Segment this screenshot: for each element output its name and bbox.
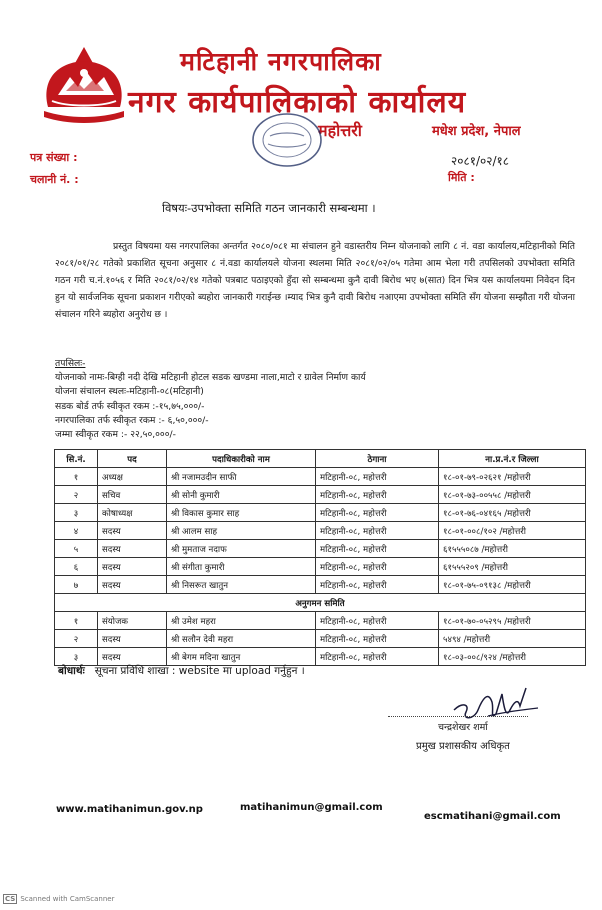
cell-address: मटिहानी-०८, महोत्तरी [316, 630, 439, 648]
committee-table [54, 449, 586, 666]
footer-website: www.matihanimun.gov.np [56, 804, 203, 815]
col-header-address: ठेगाना [316, 450, 439, 468]
cell-citizenship: १८-०१-००८/१०२ /महोत्तरी [439, 522, 586, 540]
table-row [55, 612, 586, 630]
camscanner-icon: CS [5, 895, 16, 903]
letter-date: २०८१/०२/१८ [451, 154, 510, 168]
road-board-amount-line: सडक बोर्ड तर्फ स्वीकृत रकम :-१५,७५,०००/- [55, 400, 205, 412]
col-header-serial: सि.नं. [55, 450, 98, 468]
col-header-name: पदाधिकारीको नाम [167, 450, 316, 468]
cell-position: कोषाध्यक्ष [98, 504, 167, 522]
cell-position: सदस्य [98, 576, 167, 594]
cell-citizenship: ६१५५५०८७ /महोत्तरी [439, 540, 586, 558]
signature-line [388, 716, 528, 717]
monitoring-committee-heading: अनुगमन समिति [55, 594, 586, 612]
table-row [55, 648, 586, 666]
footer-email-primary: matihanimun@gmail.com [240, 802, 383, 813]
cell-address: मटिहानी-०८, महोत्तरी [316, 648, 439, 666]
cell-citizenship: १८-०१-७६-०४१६५ /महोत्तरी [439, 504, 586, 522]
cell-address: मटिहानी-०८, महोत्तरी [316, 522, 439, 540]
cell-position: सदस्य [98, 630, 167, 648]
cell-position: सदस्य [98, 540, 167, 558]
cell-name: श्री आलम साह [167, 522, 316, 540]
project-location-line: योजना संचालन स्थलः-मटिहानी-०८(मटिहानी) [55, 386, 204, 398]
cell-position: सदस्य [98, 648, 167, 666]
cc-label: बोधार्थः [58, 665, 85, 677]
subject-line: विषयः-उपभोक्ता समिति गठन जानकारी सम्बन्धमा । [162, 201, 376, 215]
cell-position: सचिव [98, 486, 167, 504]
office-name: नगर कार्यपालिकाको कार्यालय [128, 85, 467, 120]
details-heading: तपसिलः- [55, 358, 86, 369]
cell-citizenship: १८-०१-७५-०९१३८ /महोत्तरी [439, 576, 586, 594]
cell-serial: १ [55, 468, 98, 486]
cc-note [58, 664, 305, 678]
cell-address: मटिहानी-०८, महोत्तरी [316, 504, 439, 522]
cell-address: मटिहानी-०८, महोत्तरी [316, 576, 439, 594]
table-row [55, 486, 586, 504]
date-label: मिति : [448, 171, 475, 184]
cell-address: मटिहानी-०८, महोत्तरी [316, 558, 439, 576]
cell-serial: ३ [55, 504, 98, 522]
table-row [55, 630, 586, 648]
cell-serial: ५ [55, 540, 98, 558]
table-header-row [55, 450, 586, 468]
scanner-watermark [3, 894, 114, 904]
cell-serial: ३ [55, 648, 98, 666]
cell-name: श्री निसरूत खातुन [167, 576, 316, 594]
details-section [55, 357, 366, 442]
cell-serial: ४ [55, 522, 98, 540]
cell-position: सदस्य [98, 558, 167, 576]
total-amount-line: जम्मा स्वीकृत रकम :- २२,५०,०००/- [55, 429, 176, 441]
scanner-text: Scanned with CamScanner [20, 895, 115, 903]
cell-address: मटिहानी-०८, महोत्तरी [316, 468, 439, 486]
cell-name: श्री विकास कुमार साह [167, 504, 316, 522]
table-row [55, 468, 586, 486]
cell-position: संयोजक [98, 612, 167, 630]
footer-email-secondary: escmatihani@gmail.com [424, 811, 561, 822]
cell-address: मटिहानी-०८, महोत्तरी [316, 486, 439, 504]
cell-name: श्री उमेश महरा [167, 612, 316, 630]
government-emblem-icon [38, 45, 130, 123]
province-name: मधेश प्रदेश, नेपाल [432, 124, 521, 139]
cell-serial: १ [55, 612, 98, 630]
cell-serial: ६ [55, 558, 98, 576]
district-name: महोत्तरी [318, 121, 362, 140]
cell-name: श्री सोनी कुमारी [167, 486, 316, 504]
table-row [55, 504, 586, 522]
cell-serial: २ [55, 486, 98, 504]
signatory-title: प्रमुख प्रशासकीय अधिकृत [416, 741, 510, 752]
cell-name: श्री सलौन देवी महरा [167, 630, 316, 648]
table-row [55, 540, 586, 558]
cell-citizenship: १८-०१-७९-०२६२१ /महोत्तरी [439, 468, 586, 486]
office-seal-icon [248, 110, 326, 170]
cell-serial: ७ [55, 576, 98, 594]
dispatch-number-label: चलानी नं. : [30, 173, 79, 186]
cell-name: श्री नजामउदीन साफी [167, 468, 316, 486]
cell-position: सदस्य [98, 522, 167, 540]
cell-serial: २ [55, 630, 98, 648]
municipality-name: मटिहानी नगरपालिका [180, 47, 382, 76]
table-row [55, 558, 586, 576]
cell-citizenship: १८-०१-७३-००५५८ /महोत्तरी [439, 486, 586, 504]
cell-position: अध्यक्ष [98, 468, 167, 486]
cell-citizenship: ५४९४ /महोत्तरी [439, 630, 586, 648]
letter-number-label: पत्र संख्या : [30, 151, 78, 164]
cell-address: मटिहानी-०८, महोत्तरी [316, 540, 439, 558]
cc-text: सूचना प्रविधि शाखा : website मा upload गर्नुहुन । [94, 665, 305, 677]
col-header-citizenship: ना.प्र.नं.र जिल्ला [439, 450, 586, 468]
cell-citizenship: ६१५५५२०९ /महोत्तरी [439, 558, 586, 576]
table-row [55, 522, 586, 540]
cell-name: श्री मुमताज नदाफ [167, 540, 316, 558]
cell-address: मटिहानी-०८, महोत्तरी [316, 612, 439, 630]
municipality-amount-line: नगरपालिका तर्फ स्वीकृत रकम :- ६,५०,०००/- [55, 414, 209, 426]
project-name-line: योजनाको नामः-बिग्ही नदी देखि मटिहानी होटल सडक खण्डमा नाला,माटो र ग्रावेल निर्माण कार्य [55, 372, 366, 384]
table-row [55, 576, 586, 594]
col-header-position: पद [98, 450, 167, 468]
cell-name: श्री बेगम मदिना खातुन [167, 648, 316, 666]
cell-citizenship: १८-०३-००८/९२४ /महोत्तरी [439, 648, 586, 666]
signatory-name: चन्द्रशेखर शर्मा [438, 722, 488, 733]
body-paragraph: प्रस्तुत विषयमा यस नगरपालिका अन्तर्गत २०८०/०८१ मा संचालन हुने वडास्तरीय निम्न योजनाको लागि ८ नं. वडा कार्यालय,मटिहानीको मिति २०८१/०१/२८ गतेको प्रकाशित सूचना अनुसार ८ नं.वडा कार्यालयले योजना स्थलमा मिति २०८१/०२/०५ गतेमा आम भेला गरी तपसिलको उपभोक्ता समिति गठन गरी च.नं.१०५६ र मिति २०८१/०२/१४ गतेको पत्रबाट पठाइएको हुँदा सो सम्बन्धमा कुनै दावी बिरोध भए ७(सात) दिन भित्र यस कार्यालयमा निवेदन दिन हुन यो सार्वजनिक सूचना प्रकाशन गरीएको ब्यहोरा जानकारी गराईन्छ ।म्याद भित्र कुनै दावी बिरोध नआएमा उपभोक्ता समिति सँग योजना सम्झौता गरी योजना संचालन गरिने ब्यहोरा अनुरोध छ । [55, 241, 575, 320]
table-subheading-row [55, 594, 586, 612]
cell-citizenship: १८-०१-७०-०५२९५ /महोत्तरी [439, 612, 586, 630]
cell-name: श्री संगीता कुमारी [167, 558, 316, 576]
